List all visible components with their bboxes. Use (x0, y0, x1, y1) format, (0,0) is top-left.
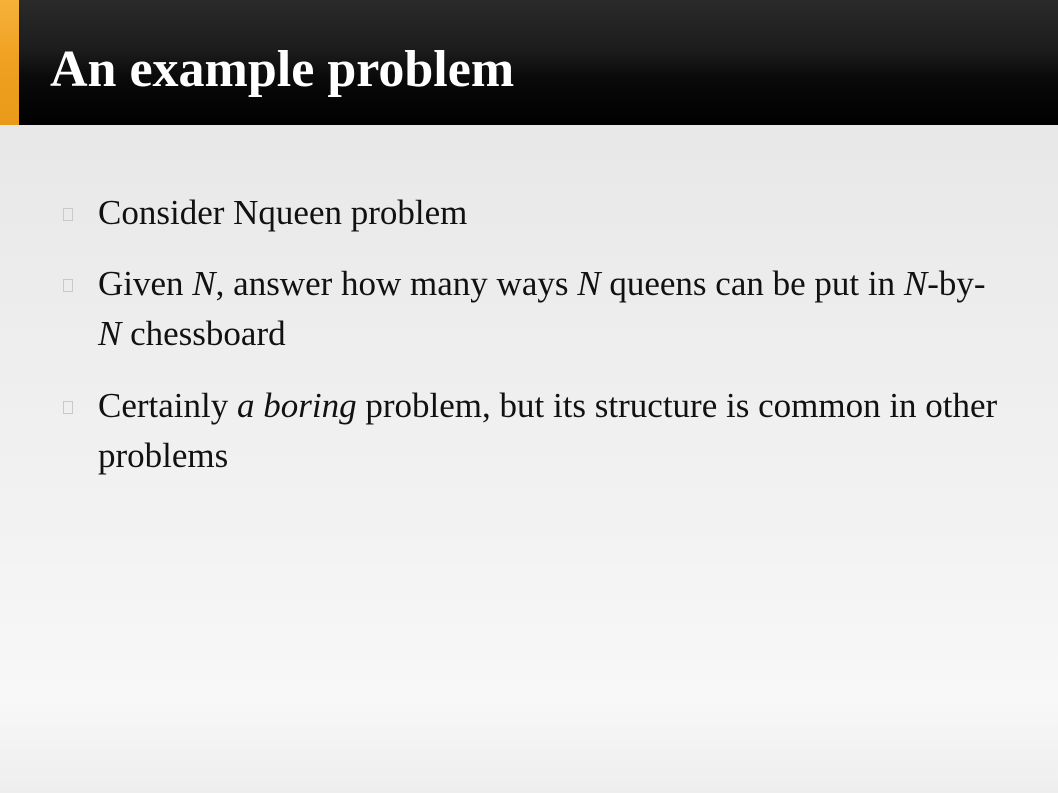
text-segment: , answer how many ways (215, 264, 578, 303)
title-bar (0, 0, 1058, 125)
italic-text: a boring (237, 386, 357, 425)
italic-text: N (577, 264, 601, 303)
bullet-item-3 (98, 381, 998, 481)
text-segment: Certainly (98, 386, 237, 425)
bullet-marker-icon (63, 208, 73, 221)
italic-text: N (98, 314, 122, 353)
text-segment: problem, but its structure is common in other problems (98, 386, 998, 475)
bullet-marker-icon (63, 401, 73, 414)
italic-text: N (192, 264, 216, 303)
text-segment: -by- (927, 264, 986, 303)
slide-title: An example problem (50, 41, 515, 98)
text-segment: Given (98, 264, 193, 303)
bullet-item-1 (98, 188, 998, 238)
text-segment: Consider Nqueen problem (98, 193, 468, 232)
text-segment: chessboard (121, 314, 286, 353)
text-segment: queens can be put in (600, 264, 904, 303)
bullet-item-2 (98, 259, 998, 359)
italic-text: N (903, 264, 928, 303)
accent-strip (0, 0, 19, 125)
bullet-marker-icon (63, 279, 73, 292)
